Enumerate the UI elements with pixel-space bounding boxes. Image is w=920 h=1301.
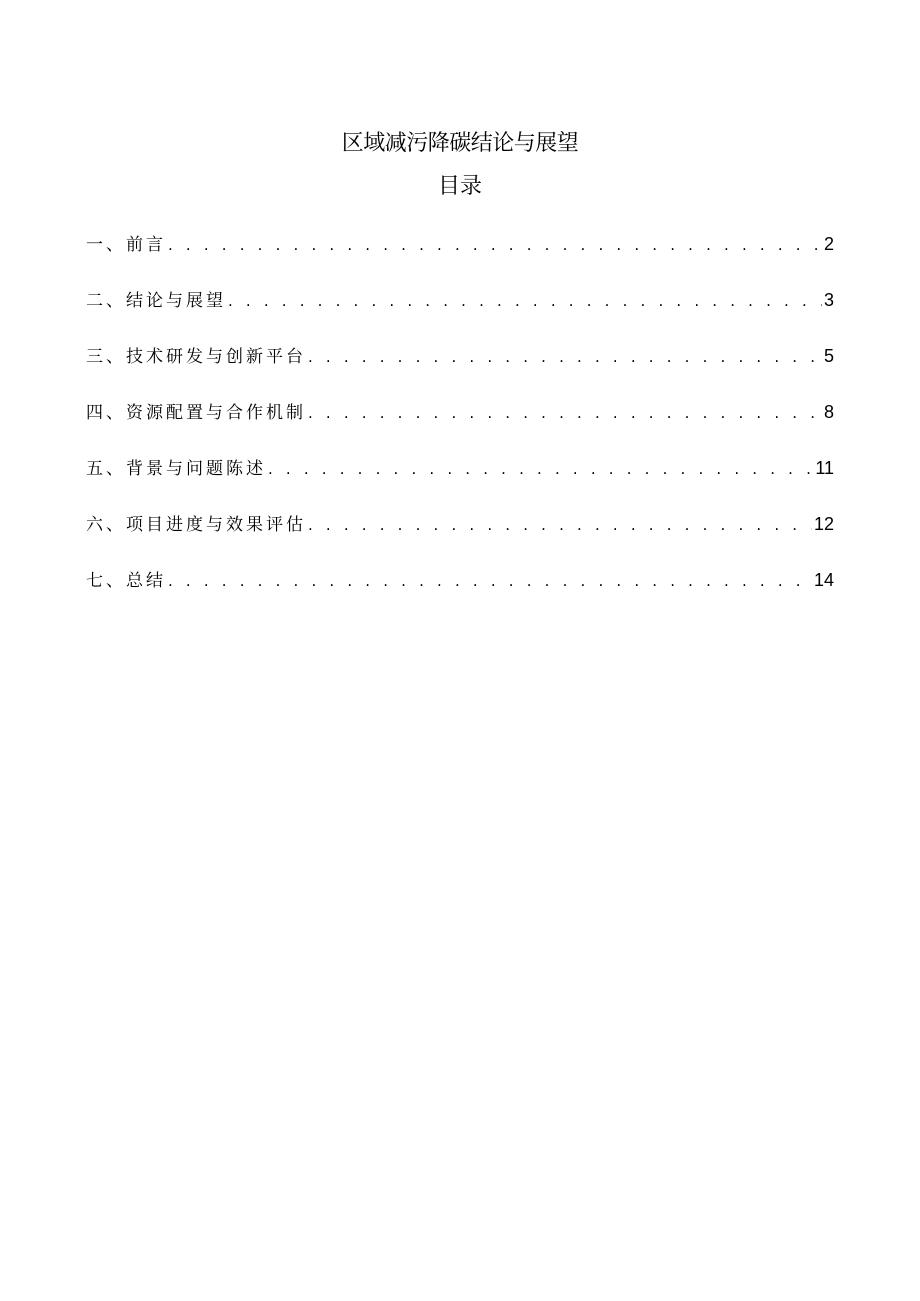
toc-leader-dots [308,343,822,371]
toc-entry-label: 二、结论与展望 [86,291,226,311]
table-of-contents [86,230,834,622]
toc-entry-label: 一、前言 [86,235,166,255]
toc-entry-page: 2 [823,234,834,254]
toc-entry-page: 5 [823,346,834,366]
document-title: 区域减污降碳结论与展望 [341,131,579,156]
toc-leader-dots [228,287,822,315]
toc-entry-page: 11 [815,458,834,478]
toc-entry-6[interactable] [86,510,834,538]
toc-entry-label: 四、资源配置与合作机制 [86,403,306,423]
toc-entry-label: 五、背景与问题陈述 [86,459,266,479]
toc-entry-4[interactable] [86,398,834,426]
toc-entry-label: 三、技术研发与创新平台 [86,347,306,367]
toc-entry-5[interactable] [86,454,834,482]
toc-entry-2[interactable] [86,286,834,314]
toc-entry-page: 8 [823,402,834,422]
toc-entry-page: 12 [813,514,834,534]
toc-leader-dots [308,511,812,539]
toc-entry-page: 3 [823,290,834,310]
toc-entry-label: 七、总结 [86,571,166,591]
toc-leader-dots [308,399,822,427]
toc-leader-dots [268,455,813,483]
toc-entry-7[interactable] [86,566,834,594]
toc-entry-3[interactable] [86,342,834,370]
toc-entry-page: 14 [813,570,834,590]
toc-entry-1[interactable] [86,230,834,258]
toc-entry-label: 六、项目进度与效果评估 [86,515,306,535]
toc-leader-dots [168,567,812,595]
toc-heading: 目录 [437,174,482,199]
toc-leader-dots [168,231,822,259]
